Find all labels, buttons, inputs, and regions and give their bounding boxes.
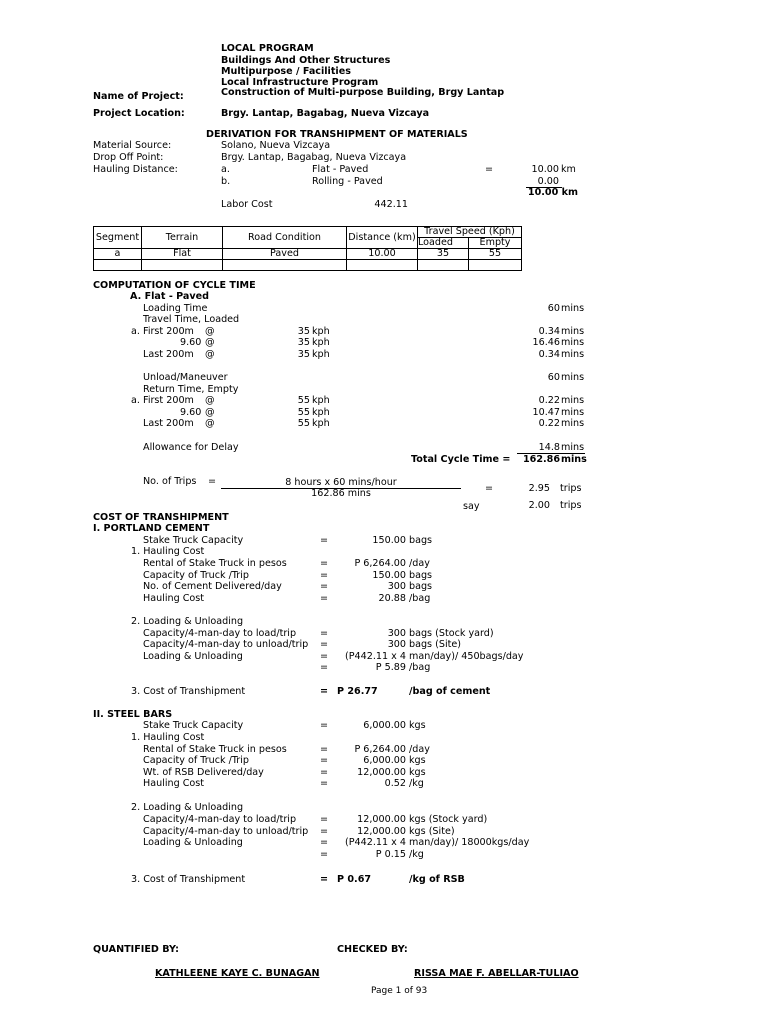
total-cycle-value: 162.86	[522, 454, 560, 465]
page-number: Page 1 of 93	[371, 986, 428, 996]
trips-say-value: 2.00	[528, 500, 550, 511]
segment-a-desc: Flat - Paved	[312, 164, 369, 175]
travel-loaded-label: Travel Time, Loaded	[143, 314, 240, 325]
unload-label: Unload/Maneuver	[143, 372, 228, 383]
th-loaded: Loaded	[418, 238, 469, 249]
project-name-label: Name of Project:	[93, 91, 184, 102]
steel-transhipment-cost: P 0.67	[337, 874, 372, 885]
segment-a-unit: km	[561, 164, 576, 175]
labor-cost-value: 442.11	[374, 199, 408, 210]
total-cycle-label: Total Cycle Time =	[411, 454, 511, 465]
project-location-value: Brgy. Lantap, Bagabag, Nueva Vizcaya	[221, 108, 430, 119]
th-segment: Segment	[94, 227, 142, 249]
table-row: a Flat Paved 10.00 35 55	[94, 249, 522, 260]
trips-label: No. of Trips	[143, 476, 197, 487]
segment-b-label: b.	[221, 176, 231, 187]
segment-b-desc: Rolling - Paved	[312, 176, 383, 187]
drop-off-label: Drop Off Point:	[93, 152, 164, 163]
th-distance: Distance (km)	[347, 227, 418, 249]
trips-denominator: 162.86 mins	[311, 488, 371, 499]
quantified-by-label: QUANTIFIED BY:	[93, 944, 179, 955]
segment-a-label: a.	[221, 164, 230, 175]
cement-title: I. PORTLAND CEMENT	[93, 523, 210, 534]
program-line-2: Buildings And Other Structures	[221, 55, 391, 66]
checked-by-name: RISSA MAE F. ABELLAR-TULIAO	[414, 968, 579, 979]
segment-b-value: 0.00	[537, 176, 559, 187]
program-line-3: Multipurpose / Facilities	[221, 66, 351, 77]
quantified-by-name: KATHLEENE KAYE C. BUNAGAN	[155, 968, 320, 979]
checked-by-label: CHECKED BY:	[337, 944, 408, 955]
cycle-title: COMPUTATION OF CYCLE TIME	[93, 280, 256, 291]
labor-cost-label: Labor Cost	[221, 199, 273, 210]
trips-value: 2.95	[528, 483, 550, 494]
project-name-value: Construction of Multi-purpose Building, Brgy Lantap	[221, 87, 505, 98]
th-road-condition: Road Condition	[223, 227, 347, 249]
return-time-label: Return Time, Empty	[143, 384, 239, 395]
th-terrain: Terrain	[142, 227, 223, 249]
segment-table	[93, 226, 522, 271]
th-travel-speed: Travel Speed (Kph)	[418, 227, 522, 238]
steel-title: II. STEEL BARS	[93, 709, 173, 720]
program-title: LOCAL PROGRAM	[221, 43, 314, 54]
cost-title: COST OF TRANSHIPMENT	[93, 512, 229, 523]
trips-numerator: 8 hours x 60 mins/hour	[285, 477, 397, 488]
segment-a-eq: =	[485, 164, 494, 175]
allowance-label: Allowance for Delay	[143, 442, 239, 453]
drop-off-value: Brgy. Lantap, Bagabag, Nueva Vizcaya	[221, 152, 407, 163]
cycle-subtitle: A. Flat - Paved	[130, 291, 210, 302]
material-source-label: Material Source:	[93, 140, 172, 151]
material-source-value: Solano, Nueva Vizcaya	[221, 140, 331, 151]
th-empty: Empty	[469, 238, 522, 249]
hauling-distance-label: Hauling Distance:	[93, 164, 178, 175]
loading-time-value: 60	[547, 303, 560, 314]
program-line-4: Local Infrastructure Program	[221, 77, 379, 88]
cement-transhipment-cost: P 26.77	[337, 686, 378, 697]
table-row-empty	[94, 260, 522, 271]
total-distance: 10.00 km	[527, 187, 578, 198]
derivation-title: DERIVATION FOR TRANSHIPMENT OF MATERIALS	[206, 129, 468, 140]
segment-a-value: 10.00	[531, 164, 559, 175]
project-location-label: Project Location:	[93, 108, 185, 119]
loading-time-label: Loading Time	[143, 303, 208, 314]
